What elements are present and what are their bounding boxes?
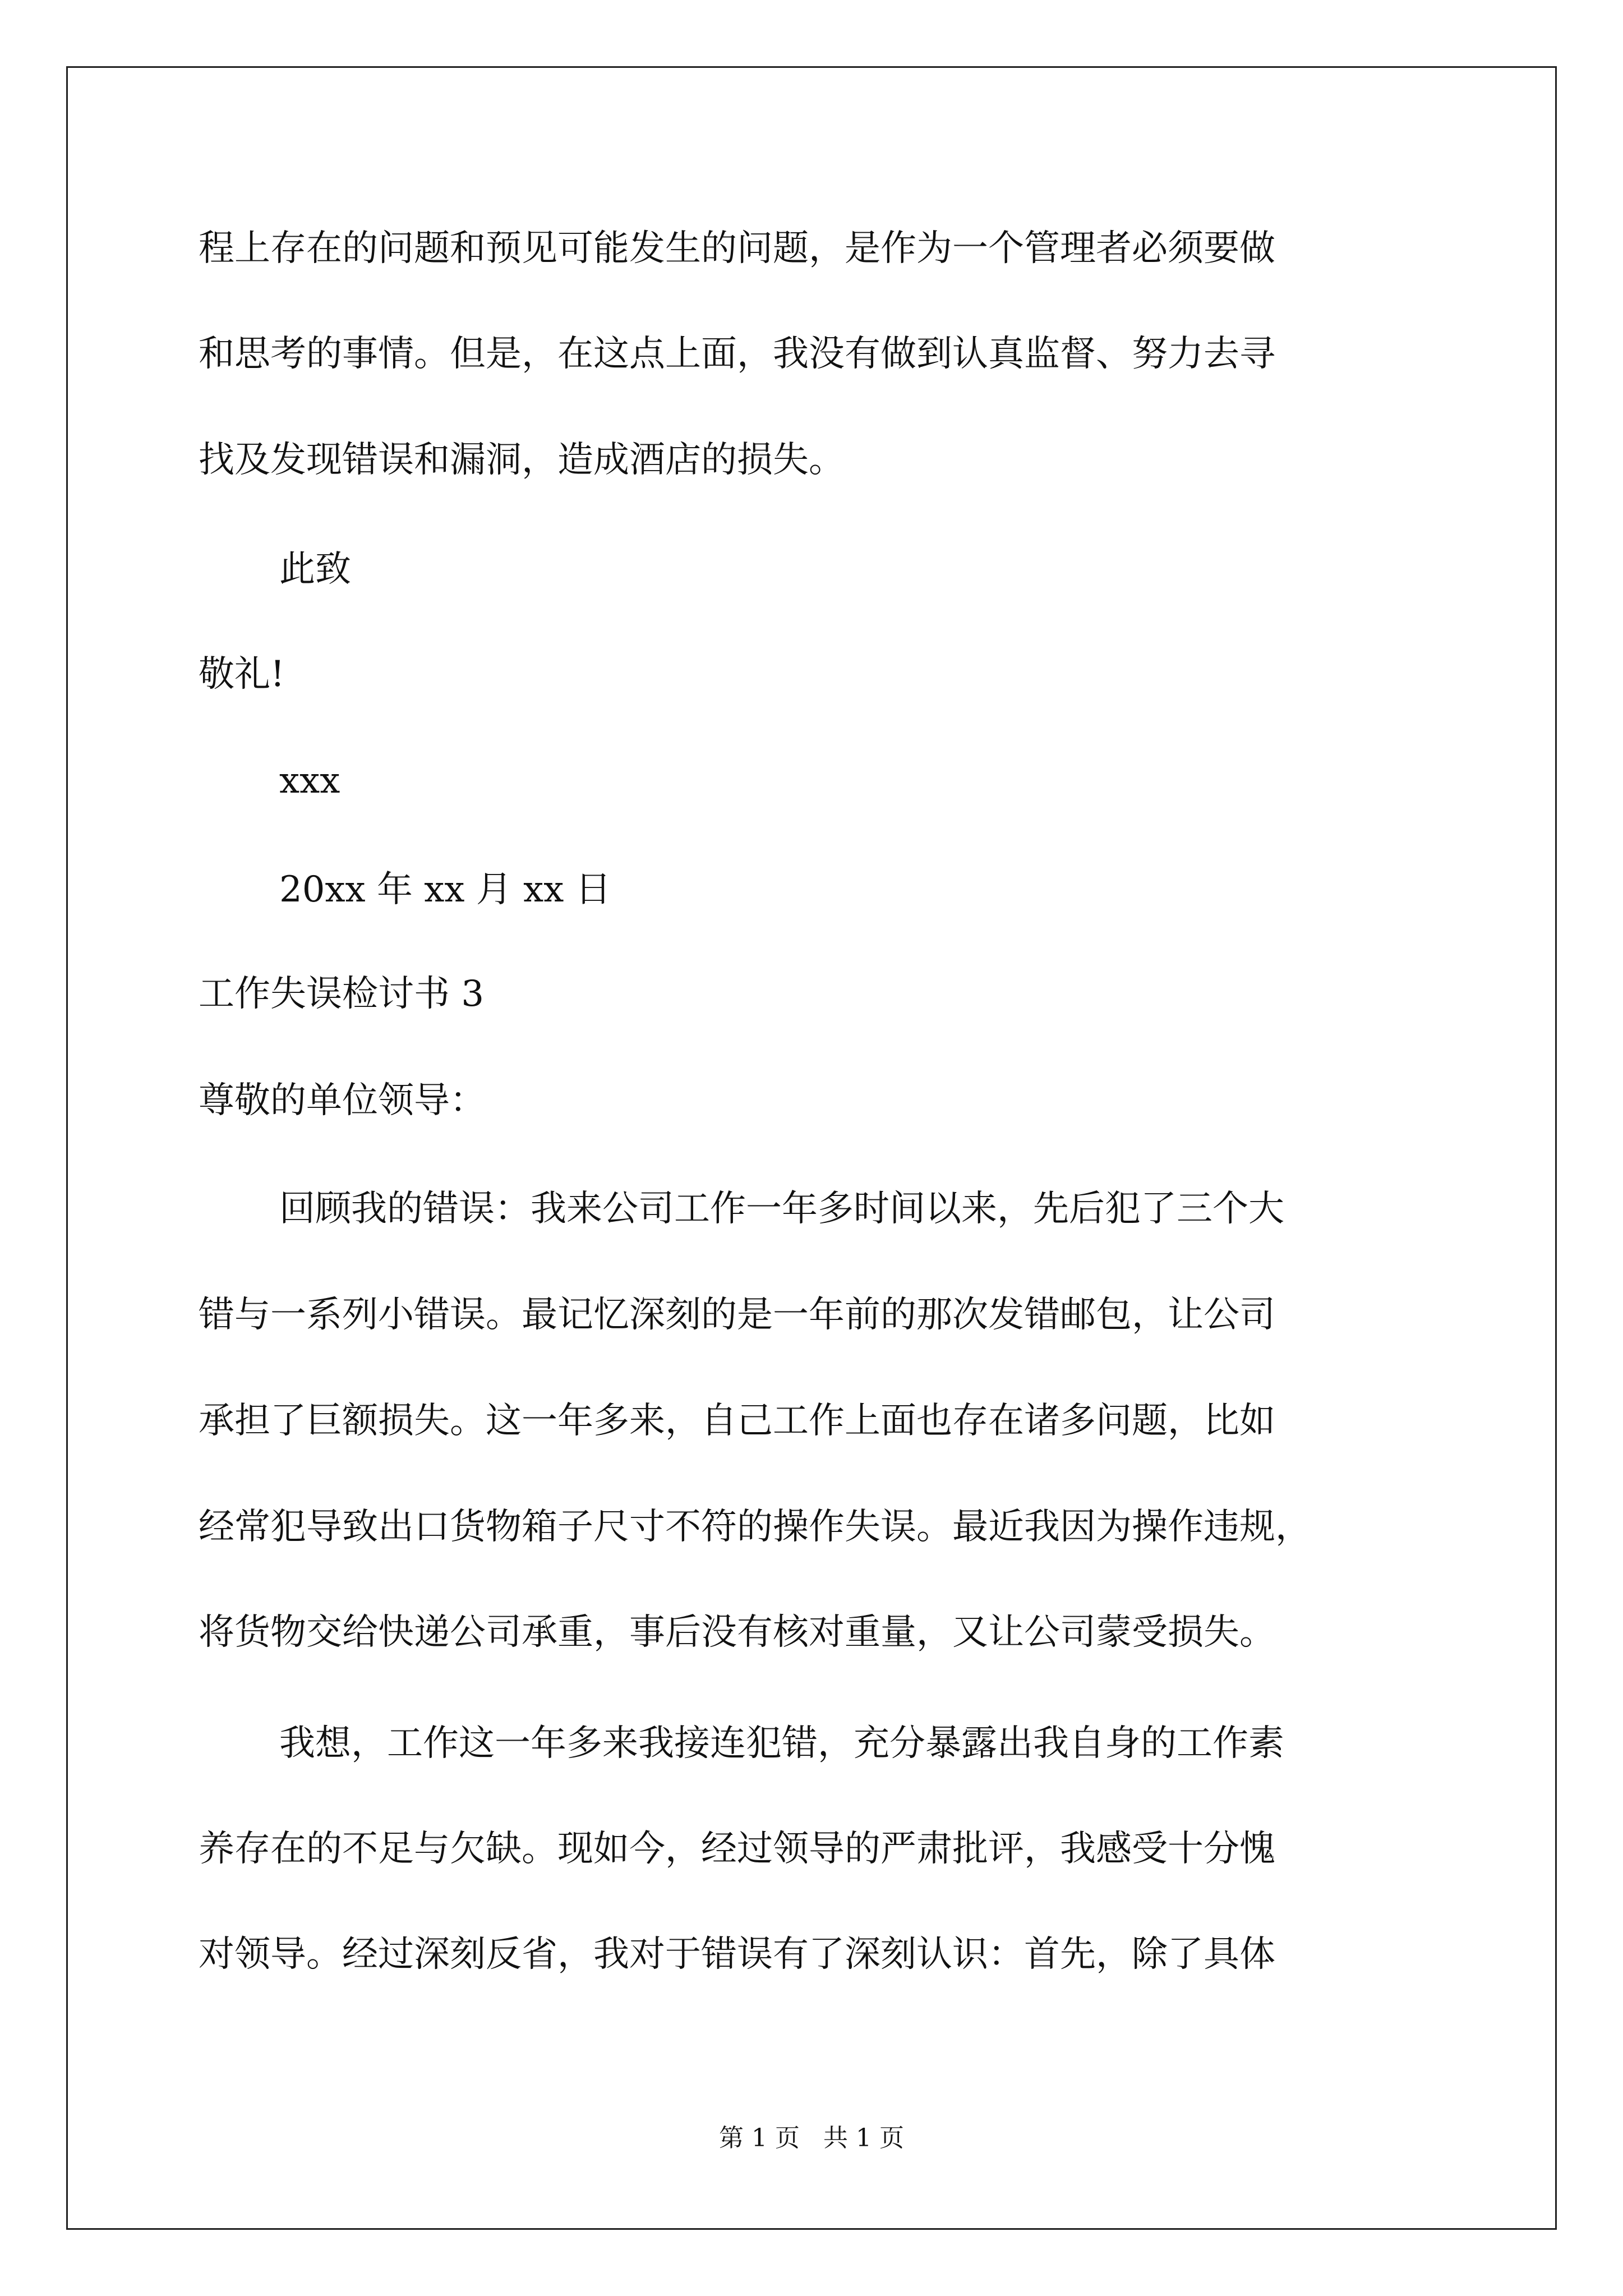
text-line: 回顾我的错误：我来公司工作一年多时间以来，先后犯了三个大 bbox=[279, 1188, 1284, 1230]
page-border bbox=[66, 66, 1557, 2230]
text-line: 对领导。经过深刻反省，我对于错误有了深刻认识：首先，除了具体 bbox=[199, 1934, 1275, 1975]
text-line: 将货物交给快递公司承重，事后没有核对重量，又让公司蒙受损失。 bbox=[199, 1612, 1275, 1653]
text-line: 错与一系列小错误。最记忆深刻的是一年前的那次发错邮包，让公司 bbox=[199, 1294, 1275, 1336]
recipient-salutation: 尊敬的单位领导： bbox=[199, 1080, 486, 1121]
text-line: 承担了巨额损失。这一年多来，自己工作上面也存在诸多问题，比如 bbox=[199, 1400, 1275, 1442]
closing-salutation: 此致 bbox=[279, 549, 351, 590]
text-line: 我想，工作这一年多来我接连犯错，充分暴露出我自身的工作素 bbox=[279, 1723, 1284, 1764]
signature-name: xxx bbox=[279, 760, 340, 802]
page-footer: 第 1 页 共 1 页 bbox=[719, 2124, 904, 2152]
text-line: 找及发现错误和漏洞，造成酒店的损失。 bbox=[199, 439, 845, 481]
closing-greeting: 敬礼! bbox=[199, 654, 285, 695]
signature-date: 20xx 年 xx 月 xx 日 bbox=[279, 869, 611, 910]
section-title: 工作失误检讨书 3 bbox=[199, 973, 485, 1015]
text-line: 和思考的事情。但是，在这点上面，我没有做到认真监督、努力去寻 bbox=[199, 333, 1275, 375]
text-line: 养存在的不足与欠缺。现如今，经过领导的严肃批评，我感受十分愧 bbox=[199, 1828, 1275, 1870]
text-line: 程上存在的问题和预见可能发生的问题，是作为一个管理者必须要做 bbox=[199, 228, 1275, 269]
text-line: 经常犯导致出口货物箱子尺寸不符的操作失误。最近我因为操作违规， bbox=[199, 1506, 1311, 1548]
